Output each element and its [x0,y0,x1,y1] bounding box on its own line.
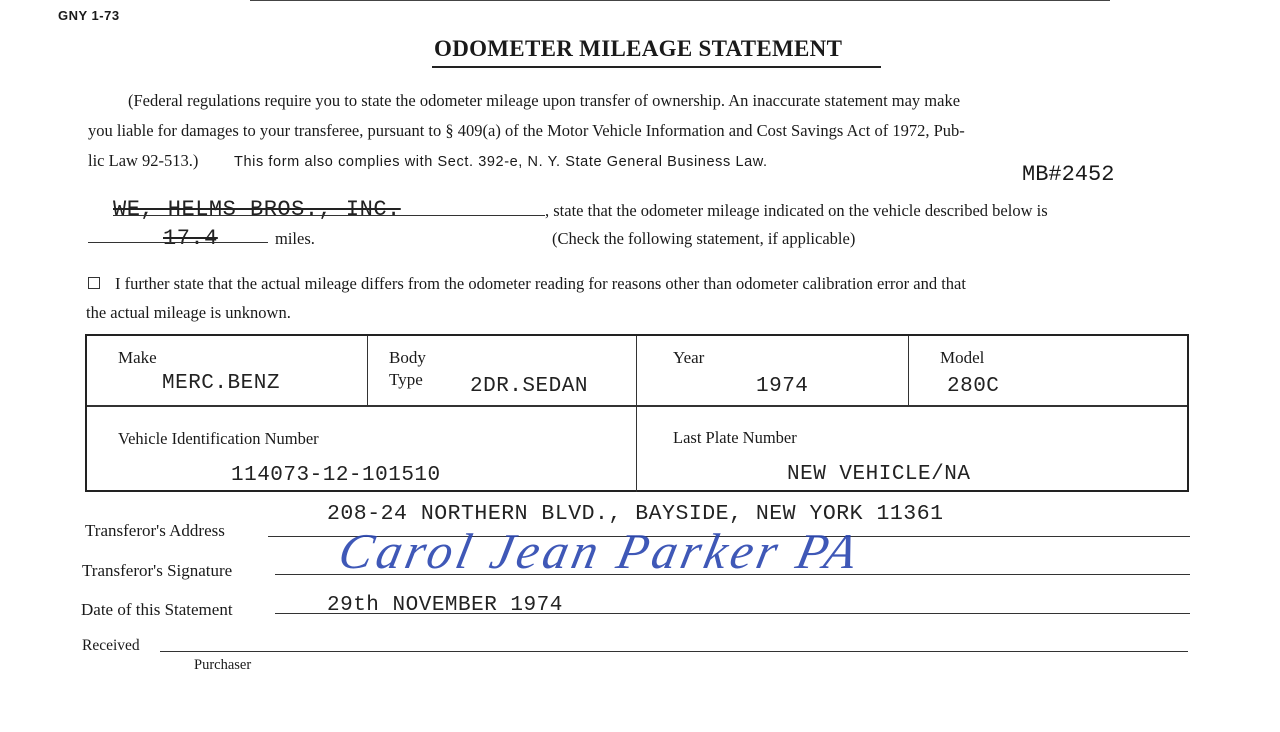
table-divider [908,336,909,406]
purchaser-label: Purchaser [194,657,252,673]
mileage-value: 17.4 [163,226,218,251]
intro-line-3b: This form also complies with Sect. 392-e, N. Y. State General Business Law. [234,154,768,170]
table-divider [367,336,368,406]
type-label: Type [389,370,423,389]
intro-line-2: you liable for damages to your transferee, pursuant to § 409(a) of the Motor Vehicle Information and Cost Savings Act of 1972, Pub- [88,121,965,140]
transferor-name: WE, HELMS BROS., INC. [113,197,401,222]
body-type-value: 2DR.SEDAN [470,375,588,398]
model-label: Model [940,348,985,367]
year-value: 1974 [756,375,809,398]
title-underline [432,66,881,68]
plate-value: NEW VEHICLE/NA [787,463,971,486]
received-line [160,651,1188,652]
page-title: ODOMETER MILEAGE STATEMENT [434,36,843,61]
unknown-mileage-checkbox[interactable] [88,277,100,289]
unknown-mileage-line-2: the actual mileage is unknown. [86,303,291,322]
transferor-name-line [113,215,545,216]
vin-label: Vehicle Identification Number [118,429,319,448]
address-value: 208-24 NORTHERN BLVD., BAYSIDE, NEW YORK 11361 [327,502,944,526]
model-value: 280C [947,375,1000,398]
plate-label: Last Plate Number [673,428,797,447]
table-row-separator [87,405,1187,407]
reference-number: MB#2452 [1022,162,1115,187]
signature-label: Transferor's Signature [82,561,233,580]
body-label: Body [389,348,426,367]
unknown-mileage-line-1: I further state that the actual mileage differs from the odometer reading for reasons other than odometer calibration error and that [115,274,966,293]
table-divider [636,336,637,492]
mileage-line [88,242,268,243]
date-value: 29th NOVEMBER 1974 [327,594,563,617]
form-code: GNY 1-73 [58,8,120,23]
top-edge-line [250,0,1110,1]
vin-value: 114073-12-101510 [231,464,441,487]
intro-line-3a: lic Law 92-513.) [88,151,199,170]
vehicle-table [85,334,1189,492]
intro-line-1: (Federal regulations require you to state the odometer mileage upon transfer of ownership. An inaccurate statement may make [128,91,961,110]
make-value: MERC.BENZ [162,372,280,395]
date-label: Date of this Statement [81,600,233,619]
check-note: (Check the following statement, if applicable) [552,229,856,248]
address-label: Transferor's Address [85,521,225,540]
year-label: Year [673,348,705,367]
received-label: Received [82,637,140,654]
miles-label: miles. [275,229,315,248]
make-label: Make [118,348,157,367]
statement-text: , state that the odometer mileage indicated on the vehicle described below is [545,201,1048,220]
transferor-signature: Carol Jean Parker PA [334,523,867,579]
